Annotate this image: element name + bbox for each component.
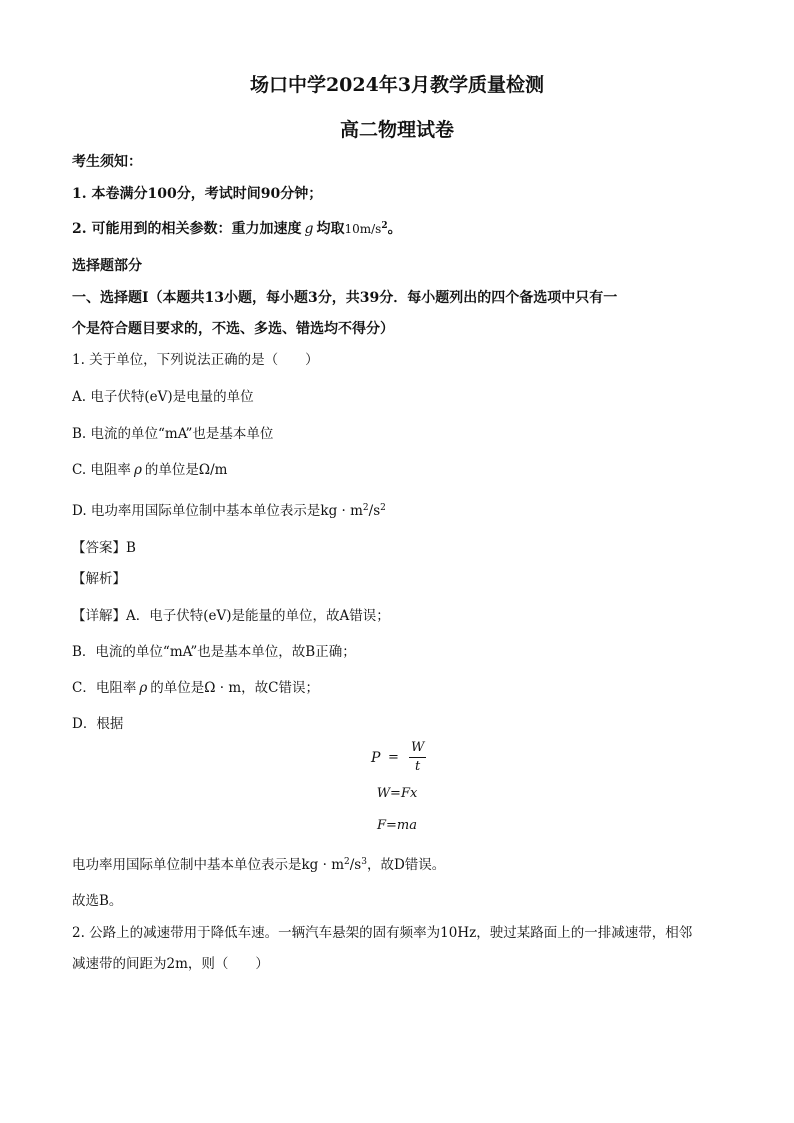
q1-option-d-mid: /s [368, 503, 381, 519]
resistivity-symbol: ρ [133, 462, 142, 478]
fraction-bar [409, 757, 426, 758]
q2-stem-line1: 2. 公路上的减速带用于降低车速。一辆汽车悬架的固有频率为10Hz，驶过某路面上的一排减速带，相邻 [72, 925, 693, 941]
exam-subtitle: 高二物理试卷 [339, 119, 454, 141]
notice-item-2-prefix: 2. 可能用到的相关参数：重力加速度 [72, 221, 302, 237]
exam-title: 场口中学2024年3月教学质量检测 [249, 74, 545, 96]
notice-item-2-mid: 均取 [316, 221, 345, 237]
q1-choice: 故选B。 [72, 893, 123, 909]
work-formula: W=Fx [376, 786, 418, 801]
power-formula-numerator: W [411, 740, 425, 755]
q1-conclusion-prefix: 电功率用国际单位制中基本单位表示是kg · m [72, 857, 344, 873]
q1-option-b: B. 电流的单位“mA”也是基本单位 [72, 426, 274, 442]
q1-detail-b: B．电流的单位“mA”也是基本单位，故B正确； [72, 644, 356, 660]
gravity-exponent: 2 [381, 221, 388, 231]
q1-conclusion-mid: /s [349, 857, 362, 873]
power-formula-lhs: P [371, 750, 381, 766]
gravity-value: 10m/s [344, 222, 382, 236]
q1-option-d-prefix: D. 电功率用国际单位制中基本单位表示是kg · m [72, 503, 363, 519]
q1-option-c-prefix: C. 电阻率 [72, 462, 131, 478]
q1-analysis-label: 【解析】 [72, 571, 126, 587]
power-formula-equals: = [388, 750, 399, 765]
q1-detail-c-prefix: C．电阻率 [72, 680, 137, 696]
q1-detail-d: D．根据 [72, 716, 124, 732]
notice-item-1: 1. 本卷满分100分，考试时间90分钟； [72, 186, 323, 202]
power-formula [371, 740, 431, 776]
power-formula-denominator: t [415, 759, 421, 774]
section-heading-line2: 个是符合题目要求的，不选、多选、错选均不得分） [72, 321, 394, 337]
q1-stem: 1. 关于单位，下列说法正确的是（ ） [72, 352, 319, 368]
section-heading-line1: 一、选择题Ⅰ（本题共13小题，每小题3分，共39分．每小题列出的四个备选项中只有一 [72, 290, 618, 306]
q1-option-d [72, 499, 386, 519]
q1-conclusion-suffix: ，故D错误。 [366, 857, 446, 873]
q1-option-a: A. 电子伏特(eV)是电量的单位 [72, 389, 254, 405]
section-label: 选择题部分 [72, 258, 142, 274]
notice-item-2-end: 。 [387, 221, 402, 237]
q1-conclusion-exp2: 3 [361, 857, 367, 867]
notice-item-2 [72, 218, 402, 238]
resistivity-symbol-detail: ρ [139, 680, 148, 696]
notice-heading: 考生须知： [72, 154, 142, 170]
q2-stem-line2: 减速带的间距为2m，则（ ） [72, 956, 269, 972]
q1-detail-c-suffix: 的单位是Ω · m，故C错误； [150, 680, 319, 696]
q1-option-c-suffix: 的单位是Ω/m [144, 462, 228, 478]
q1-conclusion-exp1: 2 [344, 857, 350, 867]
q1-answer: 【答案】B [72, 540, 136, 556]
gravity-symbol: g [304, 221, 314, 237]
q1-option-d-exp1: 2 [362, 503, 369, 513]
force-formula: F=ma [377, 818, 417, 833]
q1-conclusion [72, 853, 445, 873]
q1-detail-a: 【详解】A．电子伏特(eV)是能量的单位，故A错误； [72, 608, 390, 624]
q1-option-c [72, 458, 227, 478]
q1-option-d-exp2: 2 [380, 503, 386, 513]
q1-detail-c [72, 676, 319, 696]
